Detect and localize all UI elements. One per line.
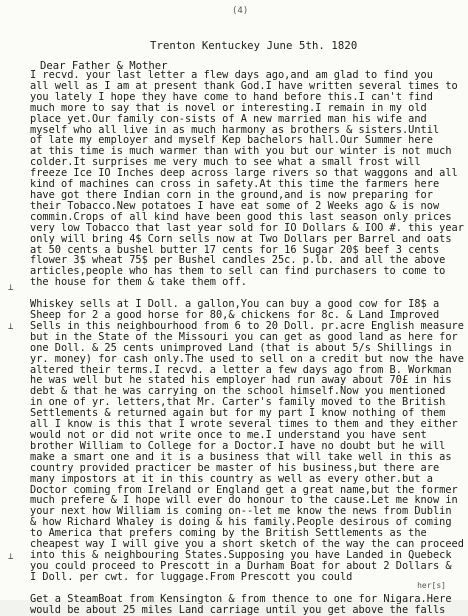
edge-note: her[s] bbox=[417, 581, 446, 590]
paragraph-2: Whiskey sells at I Doll. a gallon,You can buy a good cow for I8$ a Sheep for 2 a good horse for 80,& chickens for 8c. & Land Improved Sells in this neighbourhood from 6 to 20 Doll. pr.acre English measure but in the State of the Missouri you can get as good land as here for one Doll. & 25 cents unimproved Land (that is about 5/s Shillings in yr. money) for cash only.The used to sell on a credit but now the have altered their terms.I recvd. a letter a few days ago from B. Workman he was well but he stated his employer had run away about 70£ in his debt & that he was carrying on the school himself.Now you mentioned in one of yr. letters,that Mr. Carter's family moved to the British Settlements & returned again but for my part I know nothing of them all I know is this that I wrote several times to them and they either would not or did not write once to me.I understand you have sent brother William to College for a Doctor.I have no doubt but he will make a smart one and it is a business that will take well in this as country provided practicer be master of his business,but there are many impostors at it in this country as well as every other.but a Doctor coming from Ireland or England get a great name,but the former much prefere & I hope will ever do honour to the cause.Let me know in your next how William is coming on--let me know the news from Dublin & how Richard Whaley is doing & his family.People desirous of coming to America that prefers coming by the British Settlements as the cheapest way I will give you a short sketch of the way the can proceed into this & neighbouring States.Supposing you have Landed in Quebeck you could proceed to Prescott in a Durham Boat for about 2 Dollars & I Doll. per cwt. for luggage.From Prescott you could bbox=[30, 298, 464, 583]
margin-mark: ⊥ bbox=[8, 283, 14, 293]
letter-heading: Trenton Kentuckey June 5th. 1820 bbox=[150, 40, 358, 52]
paragraph-3: Get a SteamBoat from Kensington & from thence to one for Nigara.Here would be about 25 miles Land carriage until you get above the falls bbox=[30, 592, 452, 616]
corner-mark: (4) bbox=[232, 6, 249, 16]
margin-mark: ⊥ bbox=[8, 552, 14, 562]
letter-body bbox=[30, 69, 464, 616]
paragraph-1: I recvd. your last letter a flew days ago,and am glad to find you all well as I am at present thank God.I have written several times to you lately I hope they have come to hand before this.I can't find much more to say that is novel or interesting.I remain in my old place yet.Our family con-sists of A new married man his wife and myself who all live in as much harmony as brothers & sisters.Until of late my employer and myself Kep bachelors hall.Our Summer here at this time is much warmer than with you but our winter is not much colder.It surprises me very much to see what a small frost will freeze Ice IO Inches deep across large rivers so that waggons and all kind of machines can cross in safety.At this time the farmers here have got there Indian corn in the ground,and is now preparing for their Tobacco.New potatoes I have eat some of 2 Weeks ago & is now commin.Crops of all kind have been good this last season only prices very low Tobacco that last year sold for IO Dollars & IOO #. this year only will bring 4$ Corn sells now at Two Dollars per Barrel and oats at 50 cents a bushel butter 17 cents for 16 Sugar 20$ beef 3 cents flower 3$ wheat 75$ per Bushel candles 25c. p.lb. and all the above articles,people who has them to sell can find purchasers to come to the house for them & take them off. bbox=[30, 69, 464, 289]
margin-mark: ⊥ bbox=[8, 322, 14, 332]
letter-salutation: Dear Father & Mother bbox=[40, 60, 168, 72]
